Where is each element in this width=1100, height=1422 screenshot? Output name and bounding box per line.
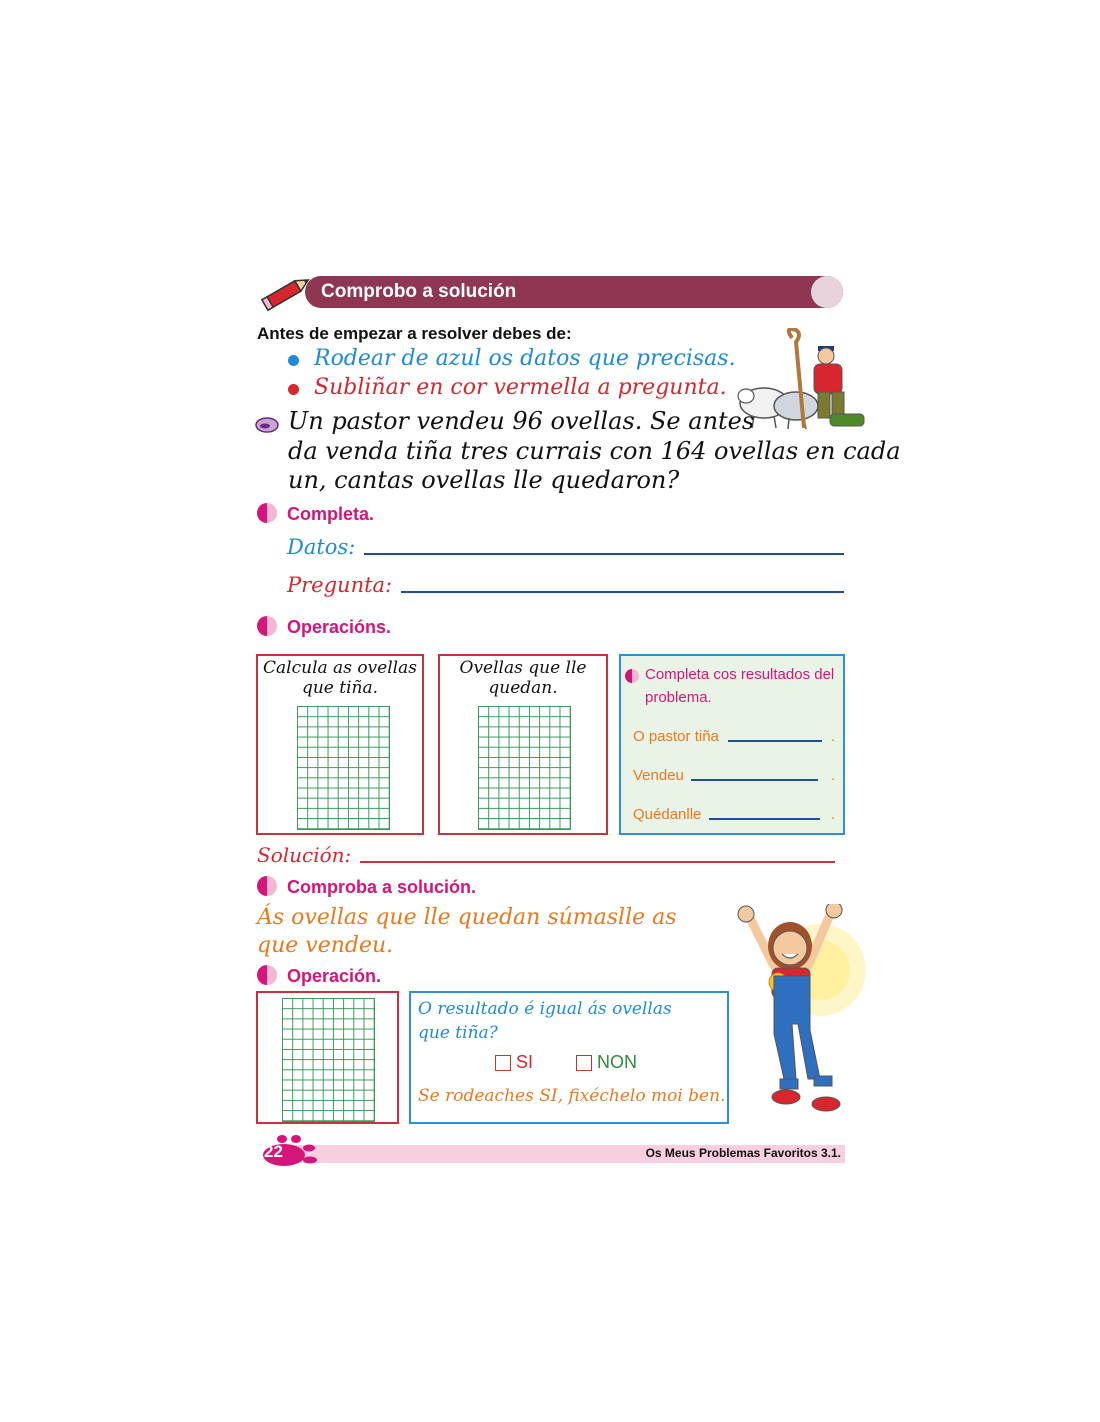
non-label: NON [597,1052,638,1072]
banner-end-circle [811,276,843,308]
book-title: Os Meus Problemas Favoritos 3.1. [645,1146,841,1160]
feedback-note: Se rodeaches SI, fixéchelo moi ben. [418,1086,726,1106]
page-title: Comprobo a solución [321,281,517,302]
calculation-grid-1[interactable] [297,706,390,830]
calculation-grid-3[interactable] [282,998,375,1122]
header-banner [305,276,843,308]
box1-line-1: Calcula as ovellas [263,658,417,678]
solucion-answer-line[interactable] [360,861,835,863]
pencil-icon [254,274,314,314]
pregunta-answer-line[interactable] [401,591,844,593]
datos-label: Datos: [287,535,356,559]
operation-box-check [256,991,399,1124]
operation-box-2 [438,654,608,835]
shepherd-illustration [734,328,870,433]
section-comproba: Comproba a solución. [287,877,477,897]
results-panel [619,654,845,835]
panel-title-line-1: Completa cos resultados del [645,666,835,683]
page-number: 22 [264,1142,283,1161]
si-checkbox[interactable] [495,1055,511,1071]
comproba-line-1: Ás ovellas que lle quedan súmaslle as [257,905,677,930]
section-bullet-icon [257,965,277,985]
box2-line-2: quedan. [488,678,558,698]
box1-line-2: que tiña. [301,678,379,698]
section-bullet-icon [257,876,277,896]
problem-line-2: da venda tiña tres currais con 164 ovellas en cada [288,437,901,465]
instruction-red: Subliñar en cor vermella a pregunta. [314,375,727,400]
section-operacion: Operación. [287,966,382,986]
result-dot: . [831,767,836,784]
solucion-label: Solución: [257,843,352,867]
problem-line-3: un, cantas ovellas lle quedaron? [288,466,680,494]
non-checkbox[interactable] [576,1055,592,1071]
result-label-tina: O pastor tiña [633,728,719,745]
result-line-vendeu[interactable] [691,779,818,781]
section-bullet-icon [257,616,277,636]
section-completa: Completa. [287,504,375,524]
si-option[interactable] [495,1052,533,1073]
red-bullet-icon [288,384,299,395]
result-label-quedanlle: Quédanlle [633,806,702,823]
calculation-grid-2[interactable] [478,706,571,830]
datos-answer-line[interactable] [364,553,844,555]
result-line-tina[interactable] [728,740,822,742]
verification-box [409,991,729,1124]
panel-title-line-2: problema. [645,689,712,706]
panel-bullet-icon [625,669,639,683]
result-dot: . [831,806,836,823]
girl-illustration [728,904,868,1114]
si-label: SI [516,1052,534,1072]
pregunta-label: Pregunta: [287,573,393,597]
section-operacions: Operacións. [287,617,392,637]
question-line-1: O resultado é igual ás ovellas [418,999,672,1019]
mouth-icon [254,416,280,434]
problem-line-1: Un pastor vendeu 96 ovellas. Se antes [288,407,755,435]
question-line-2: que tiña? [418,1023,498,1043]
section-bullet-icon [257,503,277,523]
comproba-line-2: que vendeu. [257,933,394,958]
blue-bullet-icon [288,355,299,366]
operation-box-1 [256,654,424,835]
result-dot: . [831,728,836,745]
result-line-quedanlle[interactable] [709,818,820,820]
box2-line-1: Ovellas que lle [459,658,587,678]
non-option[interactable] [576,1052,637,1073]
intro-heading: Antes de empezar a resolver debes de: [257,324,572,343]
instruction-blue: Rodear de azul os datos que precisas. [314,346,736,371]
result-label-vendeu: Vendeu [633,767,684,784]
